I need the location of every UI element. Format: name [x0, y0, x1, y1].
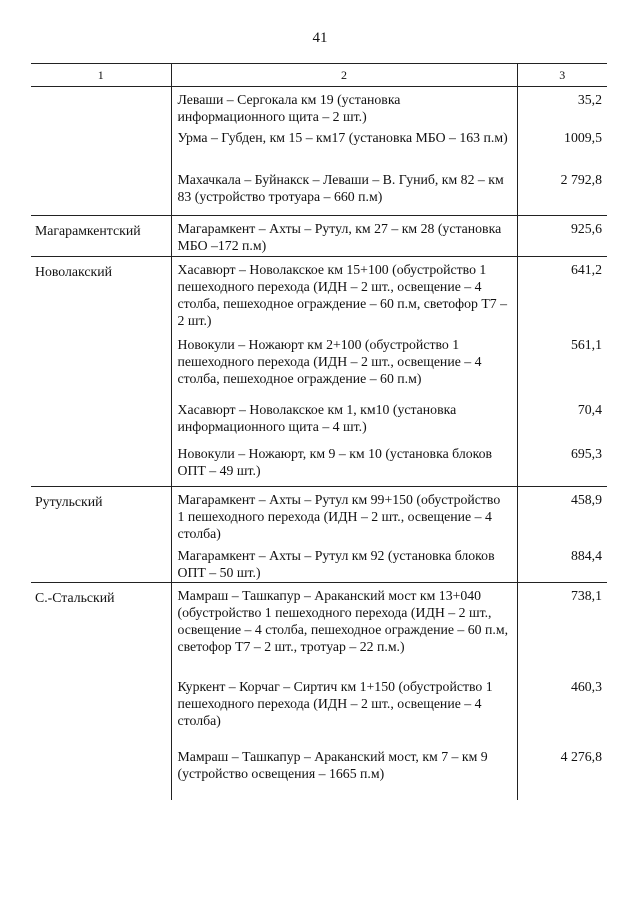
district-cell — [31, 87, 171, 126]
district-cell — [31, 167, 171, 215]
district-cell — [31, 397, 171, 441]
work-text: Хасавюрт – Новолакское км 1, км10 (установка информационного щита – 4 шт.) — [177, 402, 457, 434]
district-cell: С.-Стальский — [31, 582, 171, 674]
value-cell: 4 276,8 — [517, 738, 607, 800]
work-text: Махачкала – Буйнакск – Леваши – В. Гуниб, км 82 – км 83 (устройство тротуара – 660 п.м) — [177, 172, 504, 204]
work-cell — [171, 738, 517, 800]
column-header-2: 2 — [171, 64, 517, 87]
work-cell — [171, 332, 517, 397]
table-row — [31, 87, 607, 126]
work-cell — [171, 486, 517, 543]
work-text: Урма – Губден, км 15 – км17 (установка МБО – 163 п.м) — [177, 130, 508, 145]
district-cell — [31, 543, 171, 582]
value-cell: 458,9 — [517, 486, 607, 543]
table-row — [31, 125, 607, 167]
table-row — [31, 332, 607, 397]
work-cell — [171, 543, 517, 582]
table-row — [31, 441, 607, 486]
works-table — [31, 63, 607, 800]
table-row — [31, 215, 607, 256]
value-cell: 641,2 — [517, 256, 607, 332]
column-header-3: 3 — [517, 64, 607, 87]
table-row — [31, 543, 607, 582]
district-cell — [31, 332, 171, 397]
table-row — [31, 486, 607, 543]
district-cell: Рутульский — [31, 486, 171, 543]
district-cell — [31, 674, 171, 738]
district-cell — [31, 441, 171, 486]
work-cell — [171, 674, 517, 738]
work-cell — [171, 256, 517, 332]
table-row — [31, 582, 607, 674]
table-row — [31, 256, 607, 332]
page-number: 41 — [312, 30, 328, 46]
work-cell — [171, 87, 517, 126]
work-text: Новокули – Ножаюрт км 2+100 (обустройство 1 пешеходного перехода (ИДН – 2 шт., освещение – 4 столба, пешеходное ограждение – 60 п.м) — [177, 337, 482, 386]
value-cell: 561,1 — [517, 332, 607, 397]
work-text: Магарамкент – Ахты – Рутул км 99+150 (обустройство 1 пешеходного перехода (ИДН – 2 шт., освещение – 4 столба) — [177, 491, 501, 541]
work-cell — [171, 215, 517, 256]
table-row — [31, 167, 607, 215]
table-header-row — [31, 64, 607, 87]
table-row — [31, 738, 607, 800]
work-cell — [171, 397, 517, 441]
work-text: Магарамкент – Ахты – Рутул, км 27 – км 28 (установка МБО –172 п.м) — [177, 220, 502, 253]
district-cell: Магарамкентский — [31, 215, 171, 256]
value-cell: 70,4 — [517, 397, 607, 441]
work-text: Мамраш – Ташкапур – Араканский мост км 13+040 (обустройство 1 пешеходного перехода (ИДН – 2 шт., освещение – 4 столба, пешеходное ограждение – 60 п.м, светофор Т7 – 2 шт., тротуар – 22 п.м.) — [177, 587, 509, 654]
column-header-1: 1 — [31, 64, 171, 87]
value-cell: 925,6 — [517, 215, 607, 256]
work-text: Куркент – Корчаг – Сиртич км 1+150 (обустройство 1 пешеходного перехода (ИДН – 2 шт., освещение – 4 столба) — [177, 679, 493, 728]
work-cell — [171, 441, 517, 486]
value-cell: 460,3 — [517, 674, 607, 738]
district-cell — [31, 125, 171, 167]
work-text: Магарамкент – Ахты – Рутул км 92 (установка блоков ОПТ – 50 шт.) — [177, 548, 495, 580]
value-cell: 884,4 — [517, 543, 607, 582]
value-cell: 1009,5 — [517, 125, 607, 167]
value-cell: 738,1 — [517, 582, 607, 674]
table-row — [31, 397, 607, 441]
work-text: Новокули – Ножаюрт, км 9 – км 10 (установка блоков ОПТ – 49 шт.) — [177, 446, 493, 478]
work-cell — [171, 582, 517, 674]
work-cell — [171, 167, 517, 215]
work-text: Леваши – Сергокала км 19 (установка информационного щита – 2 шт.) — [177, 92, 401, 124]
value-cell: 2 792,8 — [517, 167, 607, 215]
district-cell — [31, 738, 171, 800]
value-cell: 35,2 — [517, 87, 607, 126]
work-text: Мамраш – Ташкапур – Араканский мост, км 7 – км 9 (устройство освещения – 1665 п.м) — [177, 749, 488, 781]
district-cell: Новолакский — [31, 256, 171, 332]
value-cell: 695,3 — [517, 441, 607, 486]
work-text: Хасавюрт – Новолакское км 15+100 (обустройство 1 пешеходного перехода (ИДН – 2 шт., освещение – 4 столба, пешеходное ограждение – 60 п.м, светофор Т7 – 2 шт.) — [177, 261, 508, 328]
work-cell — [171, 125, 517, 167]
table-row — [31, 674, 607, 738]
